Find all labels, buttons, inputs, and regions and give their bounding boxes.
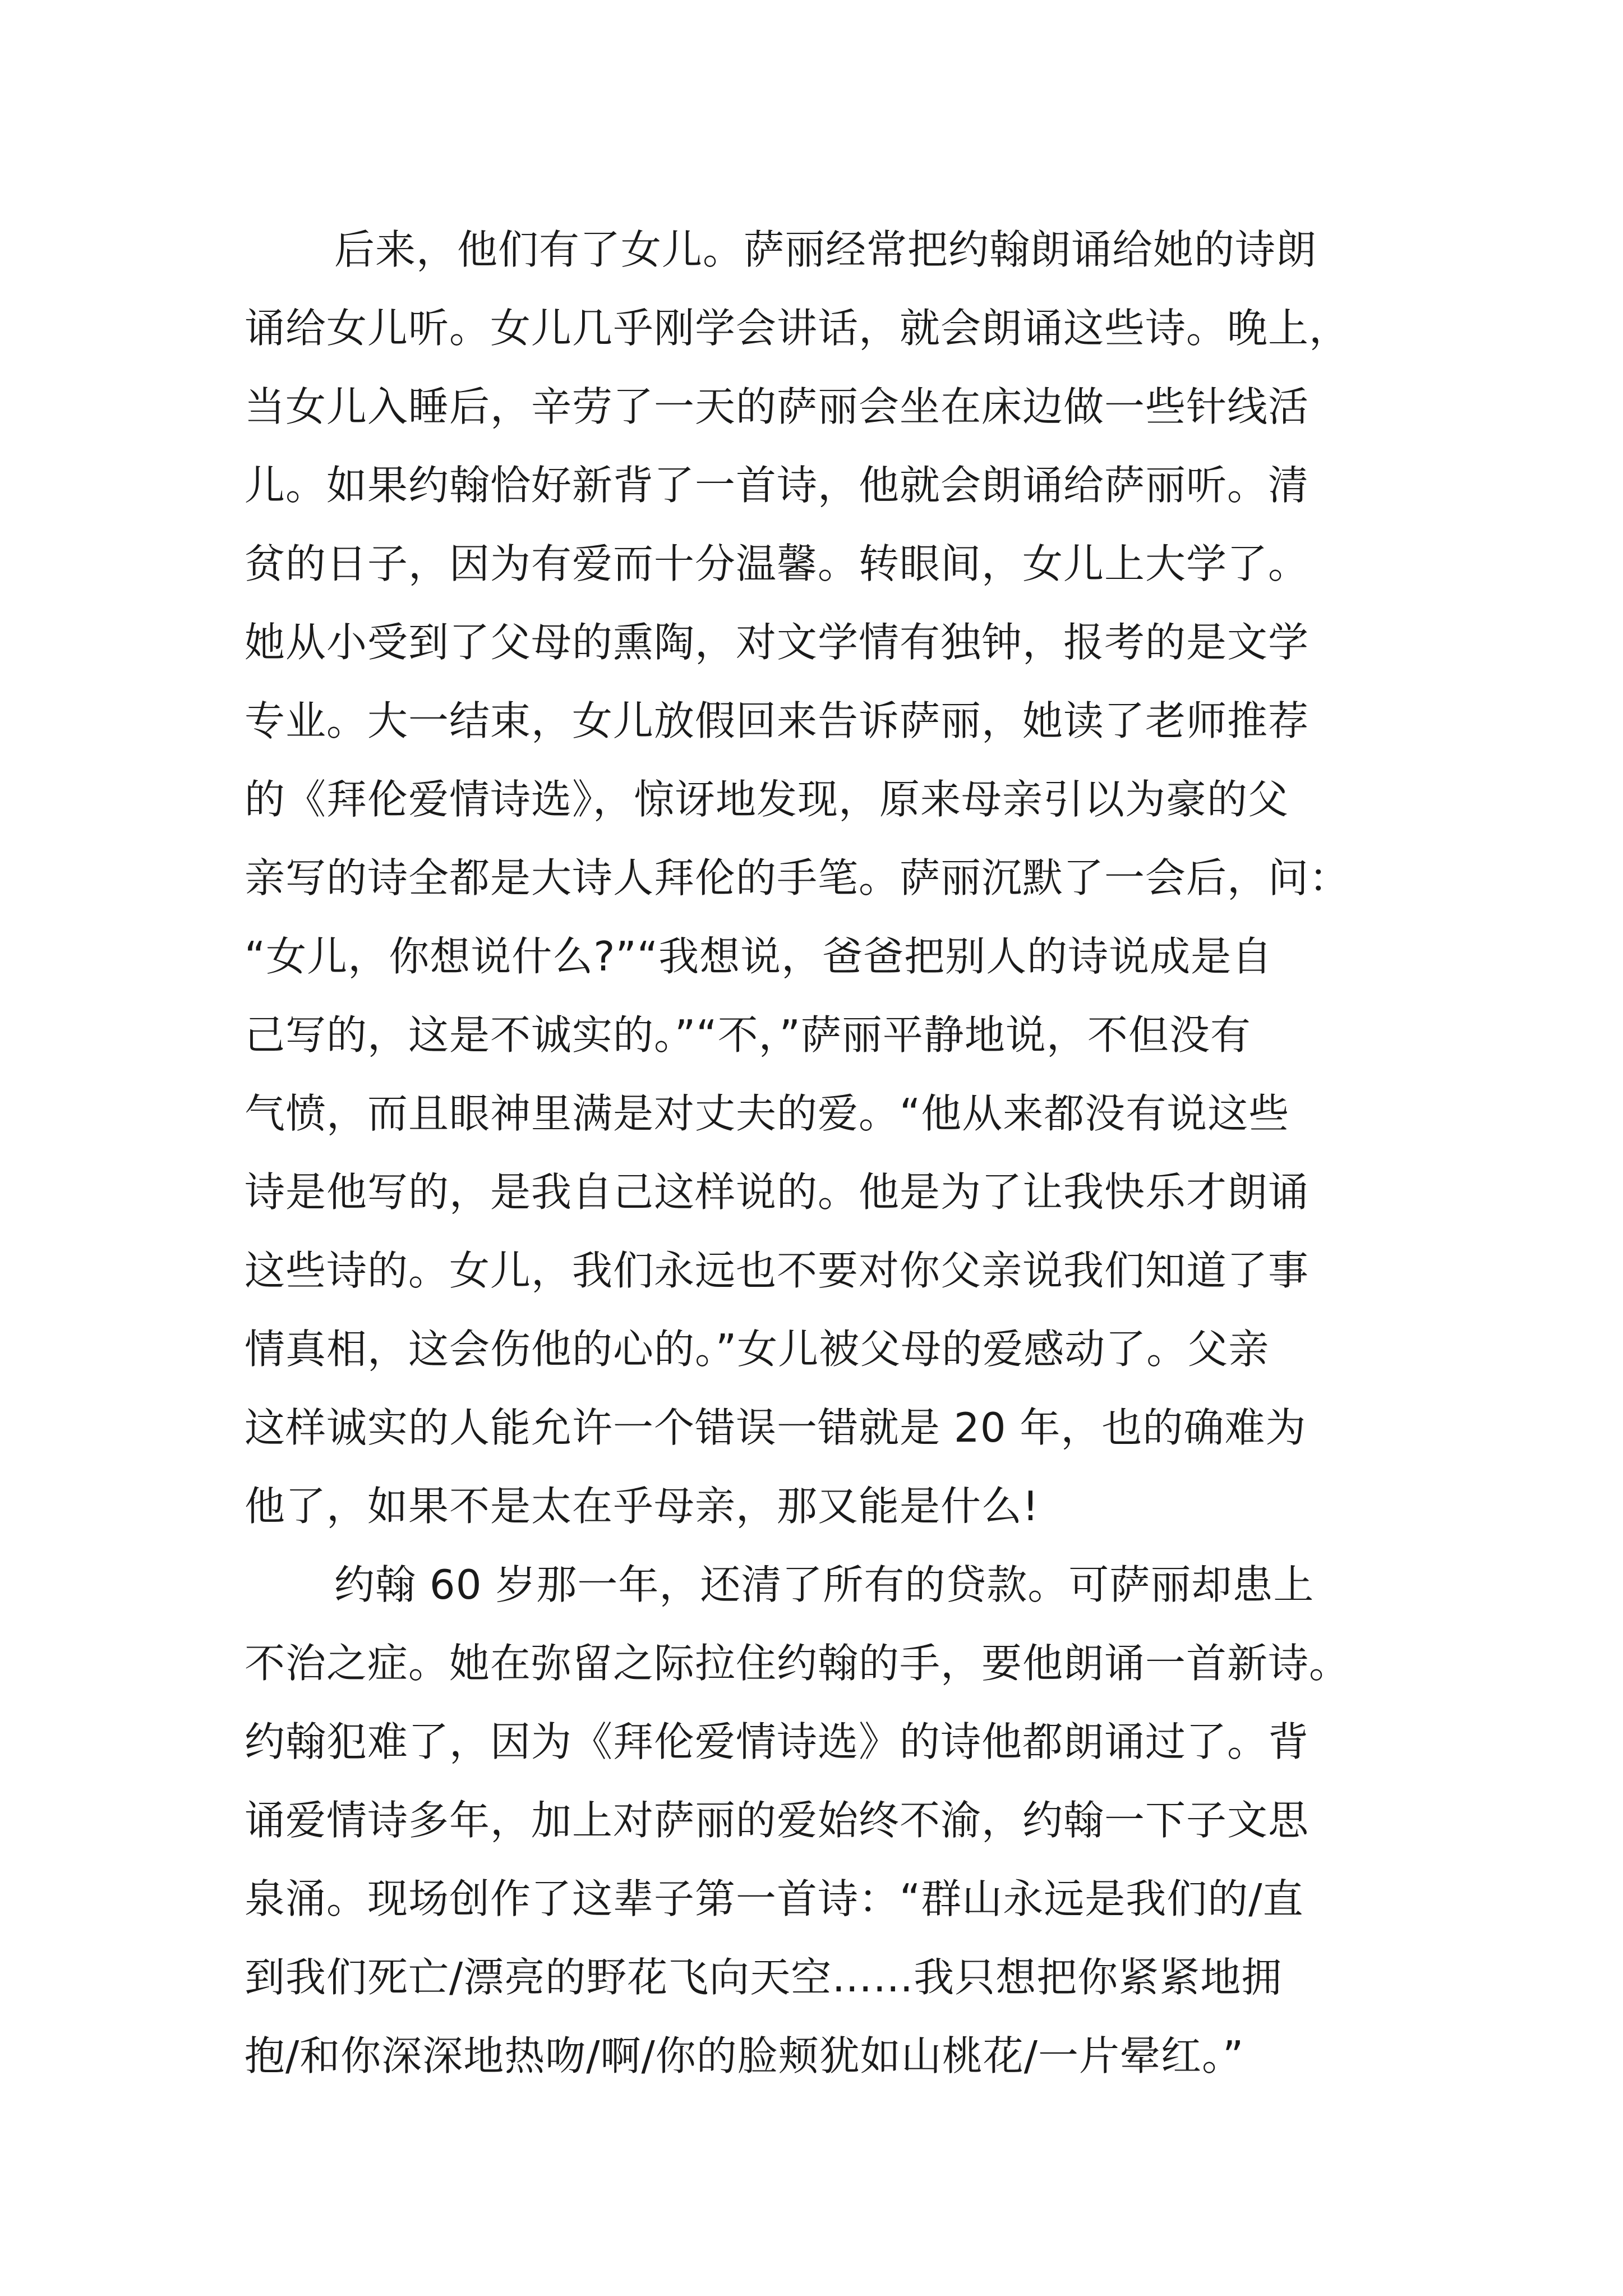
paragraph-1-line-13: 诗是他写的，是我自己这样说的。他是为了让我快乐才朗诵 bbox=[245, 1168, 1310, 1216]
paragraph-1-line-4: 儿。如果约翰恰好新背了一首诗，他就会朗诵给萨丽听。清 bbox=[245, 462, 1310, 509]
paragraph-1-line-15: 情真相，这会伤他的心的。”女儿被父母的爱感动了。父亲 bbox=[245, 1326, 1270, 1373]
paragraph-2-line-7: 抱/和你深深地热吻/啊/你的脸颊犹如山桃花/一片晕红。” bbox=[245, 2032, 1244, 2079]
paragraph-2-line-1: 约翰 60 岁那一年，还清了所有的贷款。可萨丽却患上 bbox=[334, 1561, 1315, 1608]
paragraph-1-line-16: 这样诚实的人能允许一个错误一错就是 20 年，也的确难为 bbox=[245, 1404, 1307, 1451]
paragraph-1-line-7: 专业。大一结束，女儿放假回来告诉萨丽，她读了老师推荐 bbox=[245, 697, 1310, 744]
paragraph-2-line-3: 约翰犯难了，因为《拜伦爱情诗选》的诗他都朗诵过了。背 bbox=[245, 1718, 1310, 1765]
paragraph-2-line-2: 不治之症。她在弥留之际拉住约翰的手，要他朗诵一首新诗。 bbox=[245, 1640, 1350, 1687]
paragraph-1-line-2: 诵给女儿听。女儿几乎刚学会讲话，就会朗诵这些诗。晚上， bbox=[245, 305, 1350, 352]
paragraph-2-line-6: 到我们死亡/漂亮的野花飞向天空……我只想把你紧紧地拥 bbox=[245, 1954, 1283, 2001]
paragraph-1-line-3: 当女儿入睡后，辛劳了一天的萨丽会坐在床边做一些针线活 bbox=[245, 383, 1310, 430]
paragraph-1-line-8: 的《拜伦爱情诗选》，惊讶地发现，原来母亲引以为豪的父 bbox=[245, 776, 1289, 823]
paragraph-1-line-14: 这些诗的。女儿，我们永远也不要对你父亲说我们知道了事 bbox=[245, 1247, 1310, 1294]
paragraph-1-line-10: “女儿，你想说什么?”“我想说，爸爸把别人的诗说成是自 bbox=[245, 933, 1273, 980]
paragraph-1-line-17: 他了，如果不是太在乎母亲，那又能是什么! bbox=[245, 1483, 1039, 1530]
paragraph-1-line-11: 己写的，这是不诚实的。”“不，”萨丽平静地说，不但没有 bbox=[245, 1011, 1251, 1059]
paragraph-1-line-12: 气愤，而且眼神里满是对丈夫的爱。“他从来都没有说这些 bbox=[245, 1090, 1290, 1137]
paragraph-1-line-9: 亲写的诗全都是大诗人拜伦的手笔。萨丽沉默了一会后，问： bbox=[245, 854, 1350, 901]
paragraph-2-line-4: 诵爱情诗多年，加上对萨丽的爱始终不渝，约翰一下子文思 bbox=[245, 1797, 1310, 1844]
paragraph-1-line-1: 后来，他们有了女儿。萨丽经常把约翰朗诵给她的诗朗 bbox=[334, 226, 1317, 273]
paragraph-2-line-5: 泉涌。现场创作了这辈子第一首诗：“群山永远是我们的/直 bbox=[245, 1875, 1304, 1922]
paragraph-1-line-5: 贫的日子，因为有爱而十分温馨。转眼间，女儿上大学了。 bbox=[245, 540, 1310, 587]
paragraph-1-line-6: 她从小受到了父母的熏陶，对文学情有独钟，报考的是文学 bbox=[245, 619, 1310, 666]
